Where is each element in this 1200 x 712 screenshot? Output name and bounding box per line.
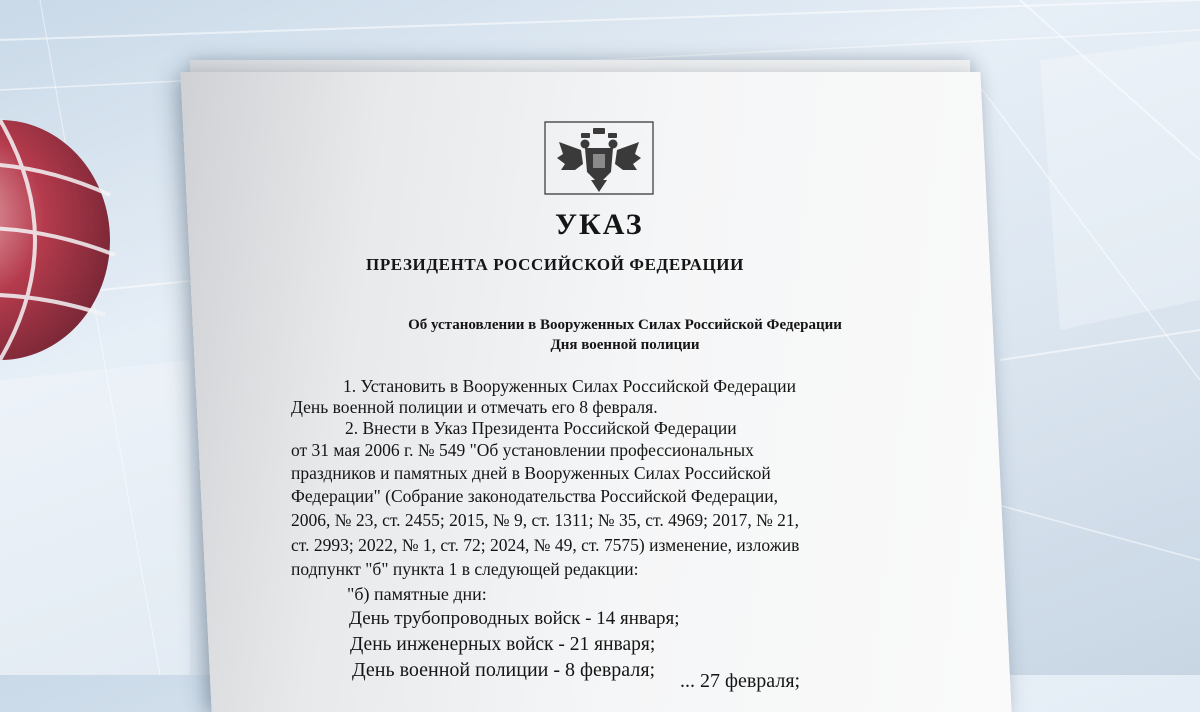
body-line: "б) памятные дни: [347, 584, 487, 604]
body-line: Федерации" (Собрание законодательства Российской Федерации, [291, 486, 778, 506]
body-line: День трубопроводных войск - 14 января; [349, 608, 680, 629]
body-line: от 31 мая 2006 г. № 549 "Об установлении профессиональных [291, 440, 754, 460]
body-line: подпункт "б" пункта 1 в следующей редакции: [291, 559, 639, 579]
document-title: УКАЗ [555, 208, 644, 241]
document-subtitle: ПРЕЗИДЕНТА РОССИЙСКОЙ ФЕДЕРАЦИИ [366, 255, 744, 274]
body-line: ст. 2993; 2022, № 1, ст. 72; 2024, № 49, ст. 7575) изменение, изложив [291, 535, 800, 555]
decree-heading-line: Дня военной полиции [550, 337, 700, 353]
body-line-partial: ... 27 февраля; [680, 670, 801, 692]
body-line: День инженерных войск - 21 января; [350, 634, 656, 655]
body-line: День военной полиции и отмечать его 8 февраля. [291, 397, 658, 417]
body-line: 1. Установить в Вооруженных Силах Российской Федерации [343, 376, 796, 396]
body-line: 2. Внести в Указ Президента Российской Федерации [345, 418, 737, 438]
body-line: праздников и памятных дней в Вооруженных Силах Российской [291, 463, 771, 483]
coat-of-arms-icon [541, 120, 657, 196]
decree-heading [300, 315, 950, 355]
decree-heading-line: Об установлении в Вооруженных Силах Российской Федерации [408, 317, 842, 333]
body-line: 2006, № 23, ст. 2455; 2015, № 9, ст. 1311; № 35, ст. 4969; 2017, № 21, [291, 510, 800, 530]
body-line: День военной полиции - 8 февраля; [352, 659, 656, 681]
